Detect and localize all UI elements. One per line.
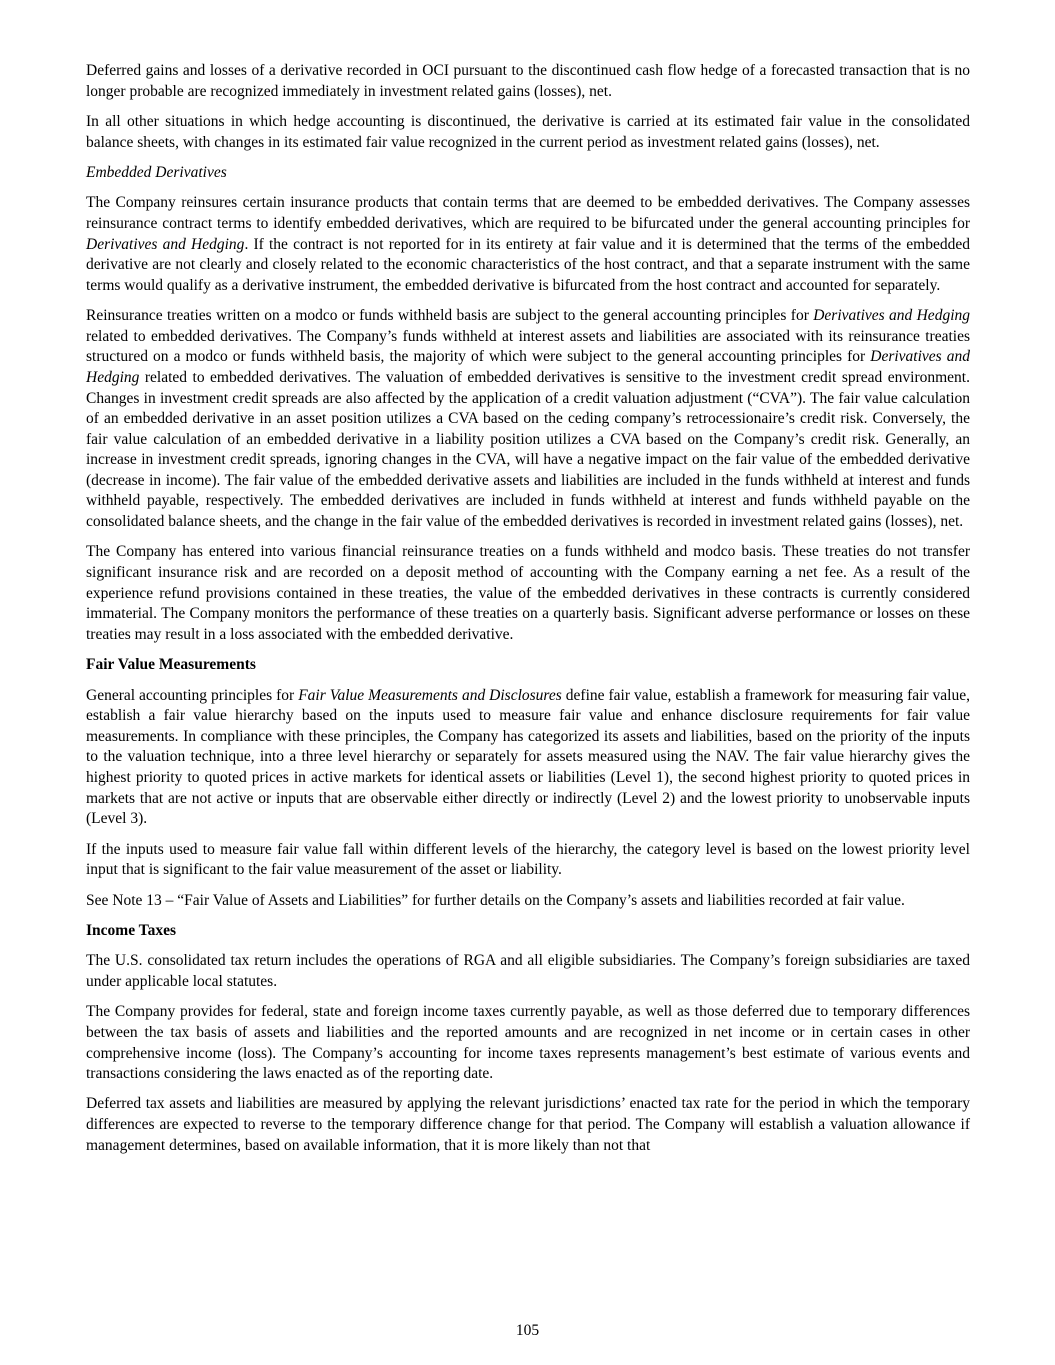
text-run: General accounting principles for [86,686,299,704]
text-run: Embedded Derivatives [86,163,227,181]
paragraph [86,951,970,992]
italic-term: Derivatives and Hedging [813,307,970,325]
text-run: Fair Value Measurements [86,656,256,674]
paragraph [86,840,970,881]
paragraph [86,193,970,296]
paragraph [86,112,970,153]
text-run: Deferred tax assets and liabilities are measured by applying the relevant jurisdictions’ enacted tax rate for the period in which the temporary differences are expected to reverse to the temporary difference change for that period. The Company will establish a valuation allowance if management determines, based on available information, that it is more likely than not that [86,1095,970,1154]
document-body [86,61,970,1166]
section-heading [86,655,970,676]
text-run: In all other situations in which hedge accounting is discontinued, the derivative is carried at its estimated fair value in the consolidated balance sheets, with changes in its estimated fair value recognized in the current period as investment related gains (losses), net. [86,112,970,151]
text-run: Deferred gains and losses of a derivative recorded in OCI pursuant to the discontinued cash flow hedge of a forecasted transaction that is no longer probable are recognized immediately in investment related gains (losses), net. [86,62,970,100]
text-run: The Company has entered into various financial reinsurance treaties on a funds withheld and modco basis. These treaties do not transfer significant insurance risk and are recorded on a deposit method of accounting with the Company earning a net fee. As a result of the experience refund provisions contained in these treaties, the value of the embedded derivatives in these contracts is currently considered immaterial. The Company monitors the performance of these treaties on a quarterly basis. Significant adverse performance or losses on these treaties may result in a loss associated with the embedded derivative. [86,543,970,643]
paragraph [86,61,970,102]
text-run: If the inputs used to measure fair value fall within different levels of the hierarchy, the category level is based on the lowest priority level input that is significant to the fair value measurement of the asset or liability. [86,840,970,879]
text-run: See Note 13 – “Fair Value of Assets and Liabilities” for further details on the Company’s assets and liabilities recorded at fair value. [86,891,905,909]
paragraph [86,686,970,830]
paragraph [86,306,970,533]
text-run: The Company provides for federal, state and foreign income taxes currently payable, as well as those deferred due to temporary differences between the tax basis of assets and liabilities and the reported amounts and are recognized in net income or in certain cases in other comprehensive income (loss). The Company’s accounting for income taxes represents management’s best estimate of various events and transactions considering the laws enacted as of the reporting date. [86,1003,970,1083]
text-run: The U.S. consolidated tax return includes the operations of RGA and all eligible subsidiaries. The Company’s foreign subsidiaries are taxed under applicable local statutes. [86,952,970,990]
paragraph [86,1094,970,1156]
text-run: related to embedded derivatives. The valuation of embedded derivatives is sensitive to the investment credit spread environment. Changes in investment credit spreads are also affected by the application of a credit valuation adjustment (“CVA”). The fair value calculation of an embedded derivative in an asset position utilizes a CVA based on the ceding company’s retrocessionaire’s credit risk. Conversely, the fair value calculation of an embedded derivative in a liability position utilizes a CVA based on the Company’s credit risk. Generally, an increase in investment credit spreads, ignoring changes in the CVA, will have a negative impact on the fair value of the embedded derivative (decrease in income). The fair value of the embedded derivative assets and liabilities are included in the funds withheld at interest and funds withheld payable, respectively. The embedded derivatives are included in funds withheld at interest and funds withheld payable on the consolidated balance sheets, and the change in the fair value of the embedded derivatives is recorded in investment related gains (losses), net. [86,368,970,531]
text-run: Income Taxes [86,921,176,939]
italic-term: Derivatives and Hedging [86,348,971,386]
section-heading [86,921,970,942]
subsection-heading [86,163,970,184]
text-run: define fair value, establish a framework for measuring fair value, establish a fair value hierarchy based on the inputs used to measure fair value and enhance disclosure requirements for fair value measurements. In compliance with these principles, the Company has categorized its assets and liabilities, based on the priority of the inputs to the valuation technique, into a three level hierarchy or separately for assets measured using the NAV. The fair value hierarchy gives the highest priority to quoted prices in active markets for identical assets or liabilities (Level 1), the second highest priority to quoted prices in markets that are not active or inputs that are observable either directly or indirectly (Level 2) and the lowest priority to unobservable inputs (Level 3). [86,686,970,828]
text-run: . If the contract is not reported for in its entirety at fair value and it is determined that the terms of the embedded derivative are not clearly and closely related to the economic characteristics of the host contract, and that a separate instrument with the same terms would qualify as a derivative instrument, the embedded derivative is bifurcated from the host contract and accounted for separately. [86,235,970,294]
paragraph [86,542,970,645]
italic-term: Fair Value Measurements and Disclosures [298,686,562,704]
text-run: Reinsurance treaties written on a modco or funds withheld basis are subject to the general accounting principles for [86,307,814,325]
page-number: 105 [515,1322,540,1339]
text-run: related to embedded derivatives. The Company’s funds withheld at interest assets and liabilities are associated with its reinsurance treaties structured on a modco or funds withheld basis, the majority of which were subject to the general accounting principles for [86,327,970,366]
paragraph [86,891,970,912]
paragraph [86,1002,970,1084]
text-run: The Company reinsures certain insurance products that contain terms that are deemed to be embedded derivatives. The Company assesses reinsurance contract terms to identify embedded derivatives, which are required to be bifurcated under the general accounting principles for [86,194,970,232]
italic-term: Derivatives and Hedging [86,235,245,253]
